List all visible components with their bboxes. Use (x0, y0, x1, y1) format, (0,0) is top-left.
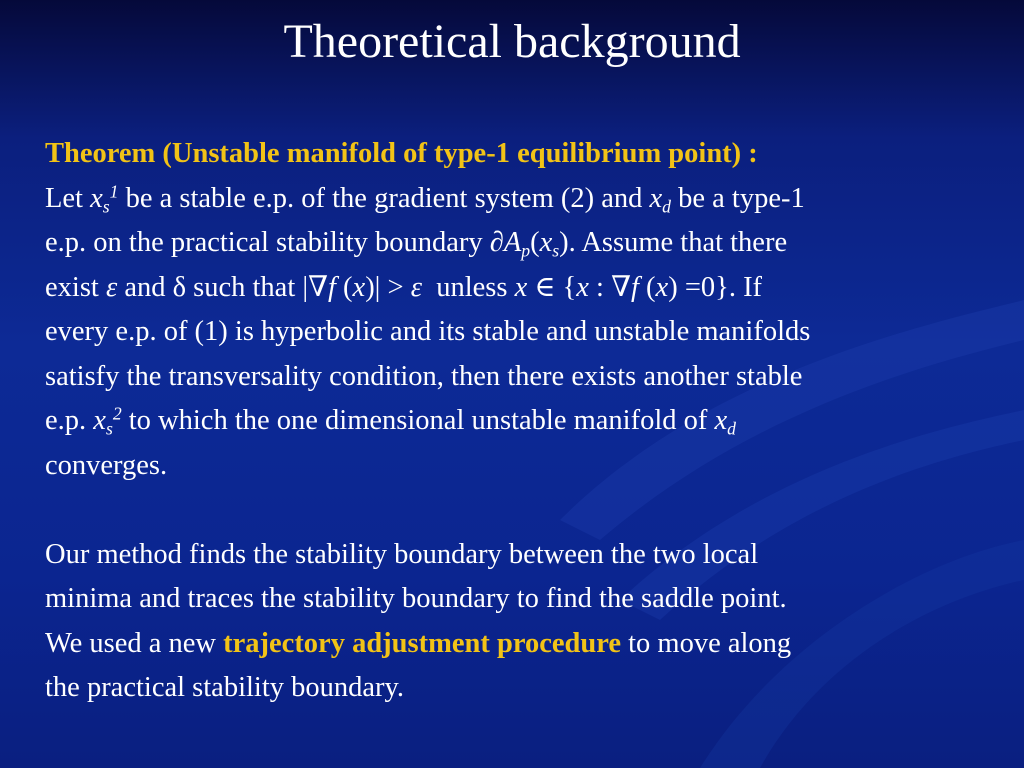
method-line-4: the practical stability boundary. (45, 672, 405, 703)
theorem-line-6: e.p. $x_s^2$ to which the one dimensional unstable manifold of $x_d$ (45, 403, 736, 439)
slide-title: Theoretical background (283, 15, 741, 68)
theorem-heading: Theorem (Unstable manifold of type-1 equilibrium point) : (45, 138, 758, 169)
theorem-line-2: e.p. on the practical stability boundary $\partial A_p(x_s)$. Assume that there (45, 227, 788, 261)
theorem-line-7: converges. (45, 449, 168, 481)
theorem-line-5: satisfy the transversality condition, then there exists another stable (45, 360, 803, 392)
paragraph-gap (45, 488, 1010, 533)
slide-body (45, 132, 1010, 711)
theorem-line-4: every e.p. of (1) is hyperbolic and its stable and unstable manifolds (45, 316, 811, 347)
highlight-procedure: trajectory adjustment procedure (223, 627, 621, 659)
method-line-2: minima and traces the stability boundary to find the saddle point. (45, 583, 787, 614)
method-line-3: We used a new trajectory adjustment procedure to move along (45, 627, 792, 659)
theorem-line-1: Let $x_s^1$ be a stable e.p. of the gradient system (2) and $x_d$ be a type-1 (45, 180, 805, 216)
method-line-1: Our method finds the stability boundary between the two local (45, 538, 759, 570)
theorem-line-3: exist ε and δ such that |∇f (x)| > ε unless x ∈ {x : ∇f (x) =0}. If (45, 271, 763, 303)
